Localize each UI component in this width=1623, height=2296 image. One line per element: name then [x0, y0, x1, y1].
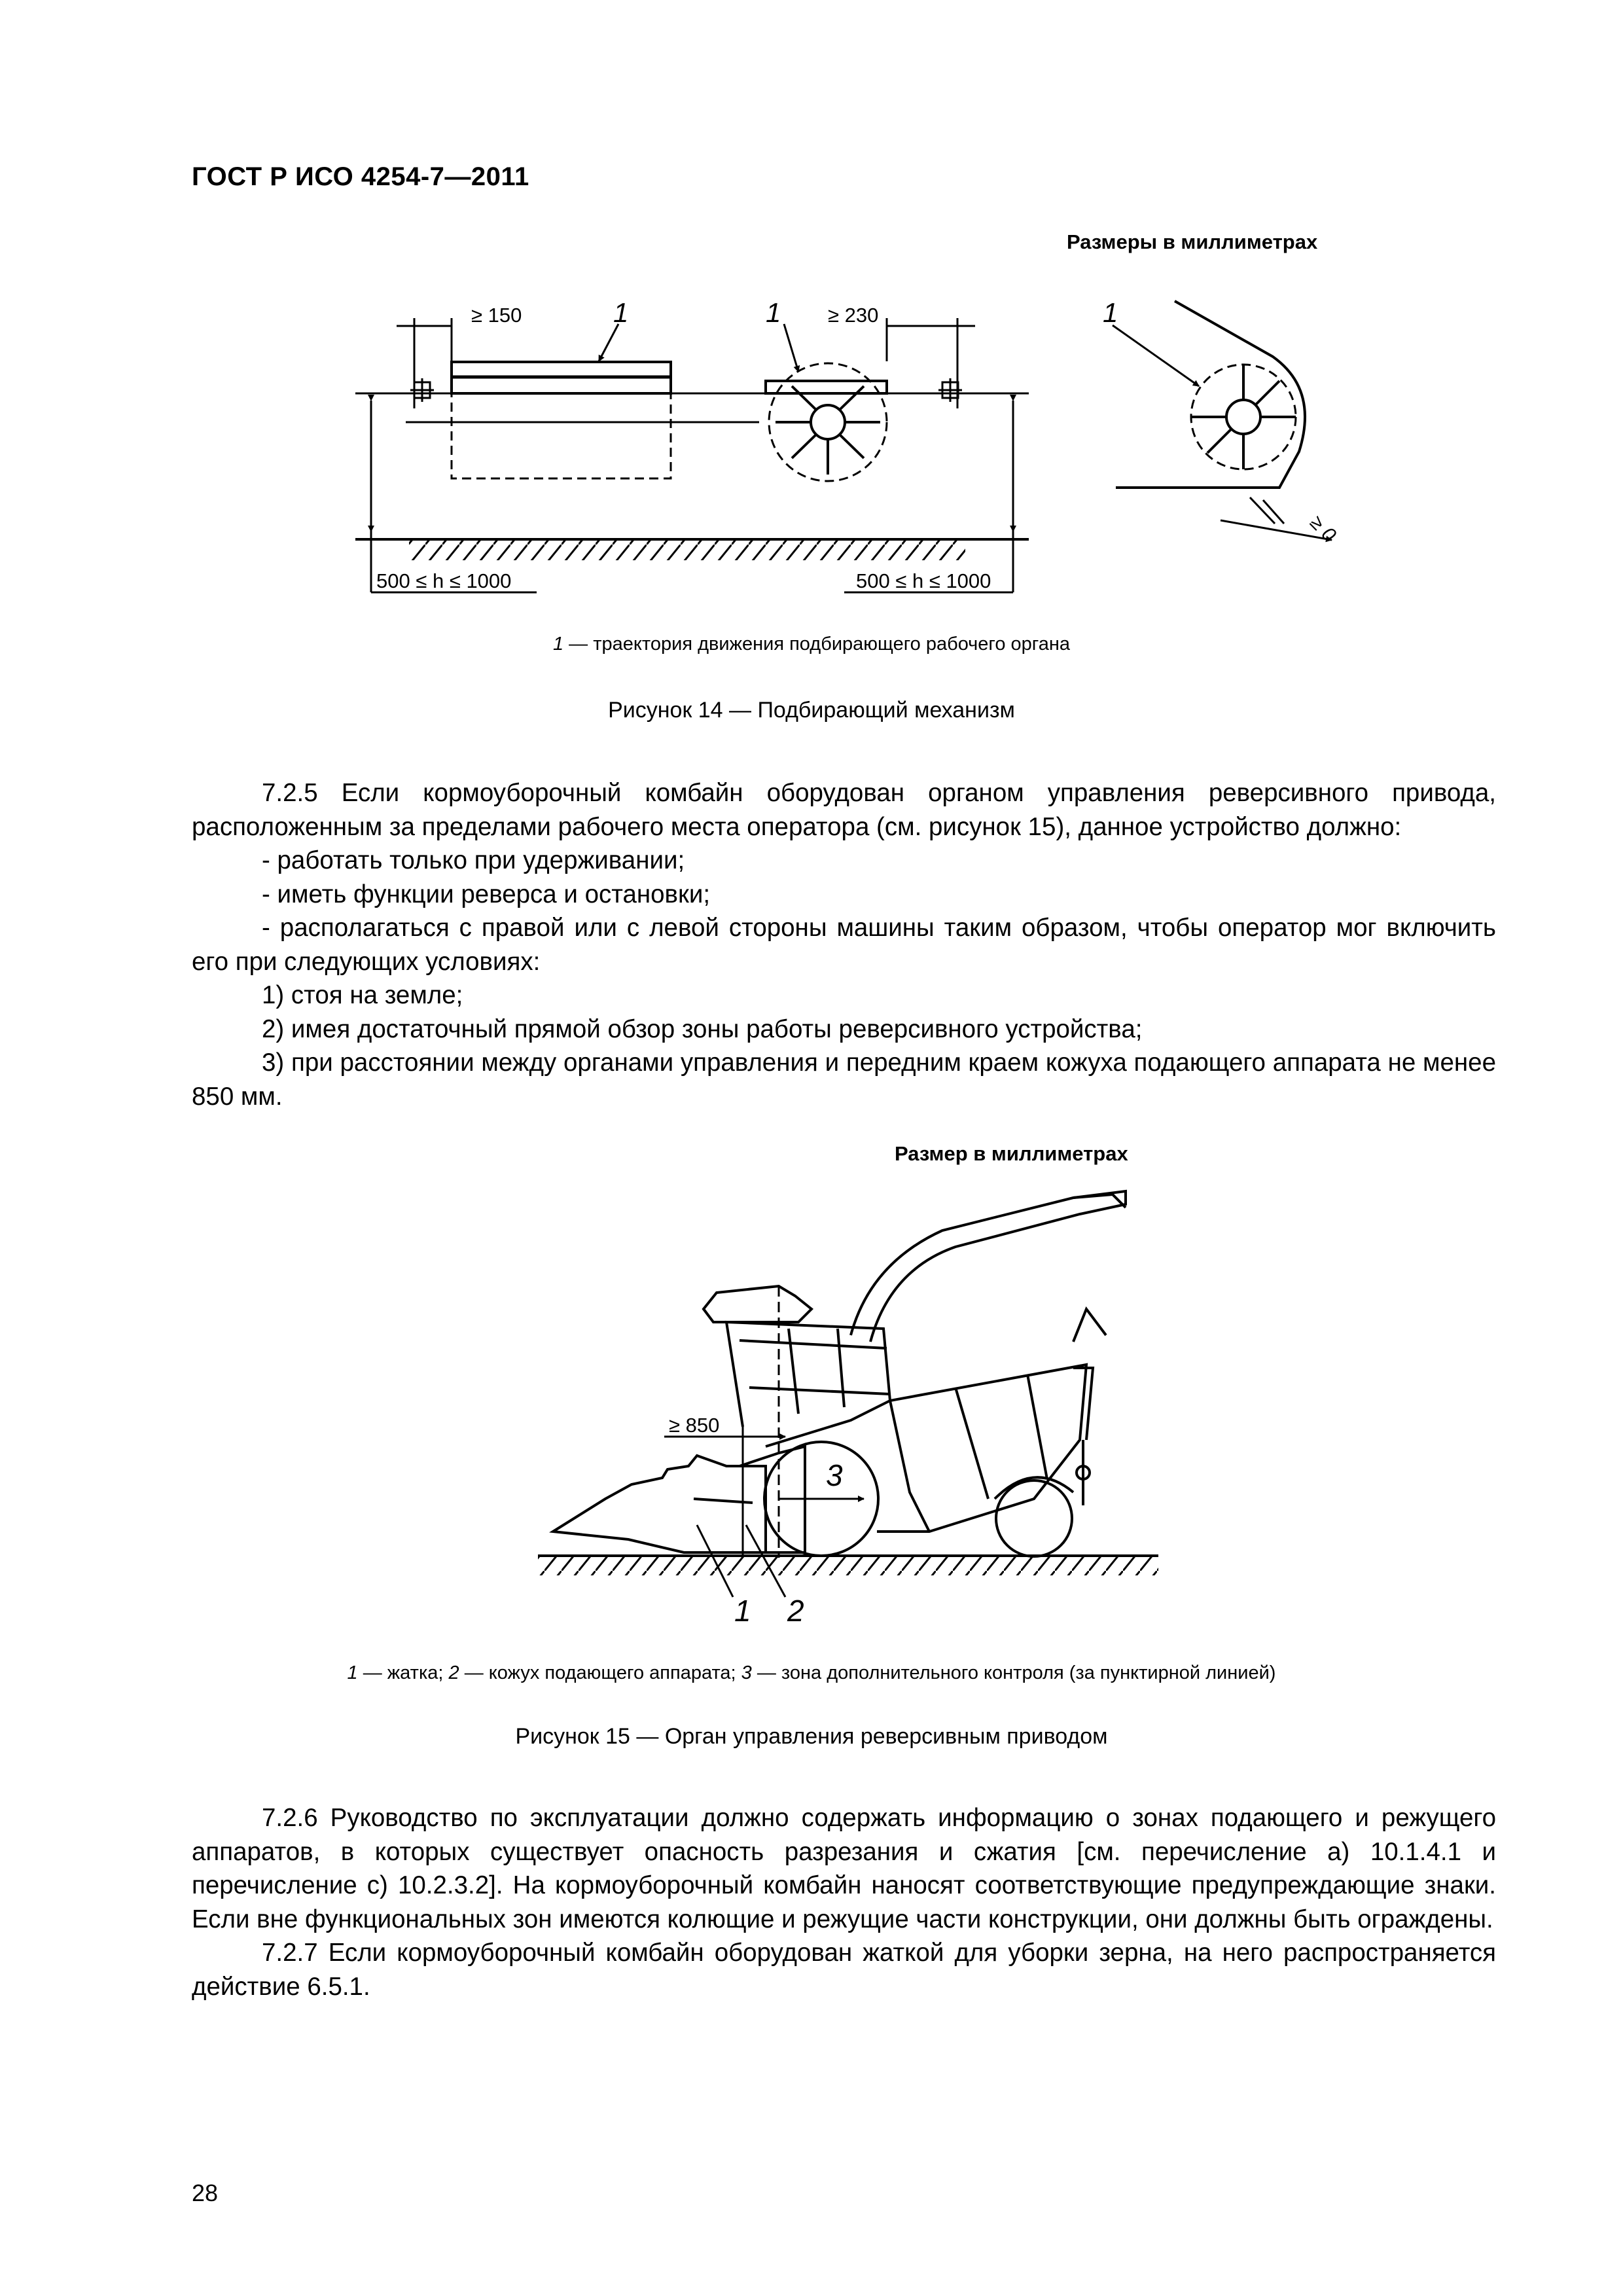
- para-7-2-6: 7.2.6 Руководство по эксплуатации должно содержать информацию о зонах подающего и режущего аппаратов, в которых существует опасность разрезания и сжатия [см. перечисление а) 10.1.4.1 и перечисление с) 10.2.3.2]. На кормоуборочный комбайн наносят соответствующие предупреждающие знаки. Если вне функциональных зон имеются колющие и режущие части конструкции, они должны быть ограждены.: [192, 1804, 1496, 1933]
- figure15-caption: Рисунок 15 — Орган управления реверсивным приводом: [515, 1724, 1108, 1749]
- figure14-caption: Рисунок 14 — Подбирающий механизм: [608, 698, 1015, 723]
- fig15-callout-2: 2: [787, 1594, 804, 1628]
- fig15-legend-text-1: — жатка;: [357, 1662, 449, 1683]
- document-header: ГОСТ Р ИСО 4254-7—2011: [192, 162, 529, 191]
- fig14-height-left: 500 ≤ h ≤ 1000: [376, 569, 512, 592]
- fig14-callout-1b: 1: [766, 297, 781, 328]
- fig15-zone-label: 3: [826, 1458, 843, 1492]
- fig14-legend-num: 1: [552, 634, 564, 655]
- condition-3: 3) при расстоянии между органами управления и передним краем кожуха подающего аппарата не менее 850 мм.: [192, 1049, 1496, 1111]
- fig14-callout-1a: 1: [613, 297, 629, 328]
- fig15-dim-850: ≥ 850: [669, 1414, 720, 1437]
- fig14-legend-text: — траектория движения подбирающего рабочего органа: [563, 634, 1071, 655]
- fig14-height-right: 500 ≤ h ≤ 1000: [856, 569, 991, 592]
- list-item-position: - располагаться с правой или с левой стороны машины таким образом, чтобы оператор мог включить его при следующих условиях:: [192, 914, 1496, 976]
- condition-1: 1) стоя на земле;: [262, 981, 463, 1009]
- condition-2: 2) имея достаточный прямой обзор зоны работы реверсивного устройства;: [262, 1014, 1143, 1043]
- fig15-legend-num-3: 3: [741, 1662, 752, 1683]
- fig15-legend-num-1: 1: [347, 1662, 358, 1683]
- section-7-2-6: [192, 1801, 1496, 2003]
- fig14-dim-150: ≥ 150: [471, 304, 522, 327]
- para-7-2-5-intro: 7.2.5 Если кормоуборочный комбайн оборудован органом управления реверсивного привода, расположенным за пределами рабочего места оператора (см. рисунок 15), данное устройство должно:: [192, 779, 1496, 841]
- figure14-units-note: Размеры в миллиметрах: [1067, 230, 1318, 253]
- fig14-dim-0: ≥ 0: [1306, 511, 1340, 547]
- figure15-units-note: Размер в миллиметрах: [895, 1142, 1128, 1165]
- page-number: 28: [192, 2179, 219, 2206]
- fig15-legend-num-2: 2: [448, 1662, 459, 1683]
- list-item-hold: - работать только при удерживании;: [262, 846, 685, 874]
- fig14-dim-230: ≥ 230: [828, 304, 879, 327]
- para-7-2-7: 7.2.7 Если кормоуборочный комбайн оборудован жаткой для уборки зерна, на него распространяется действие 6.5.1.: [192, 1939, 1496, 2001]
- fig15-callout-1: 1: [734, 1594, 751, 1628]
- fig15-legend-text-2: — кожух подающего аппарата;: [459, 1662, 741, 1683]
- fig15-legend-text-3: — зона дополнительного контроля (за пунктирной линией): [751, 1662, 1276, 1683]
- fig14-callout-1c: 1: [1103, 297, 1118, 328]
- figure14-legend: [0, 634, 1623, 655]
- list-item-reverse: - иметь функции реверса и остановки;: [262, 880, 711, 908]
- figure15-legend: [0, 1662, 1623, 1684]
- section-7-2-5: [192, 776, 1496, 1113]
